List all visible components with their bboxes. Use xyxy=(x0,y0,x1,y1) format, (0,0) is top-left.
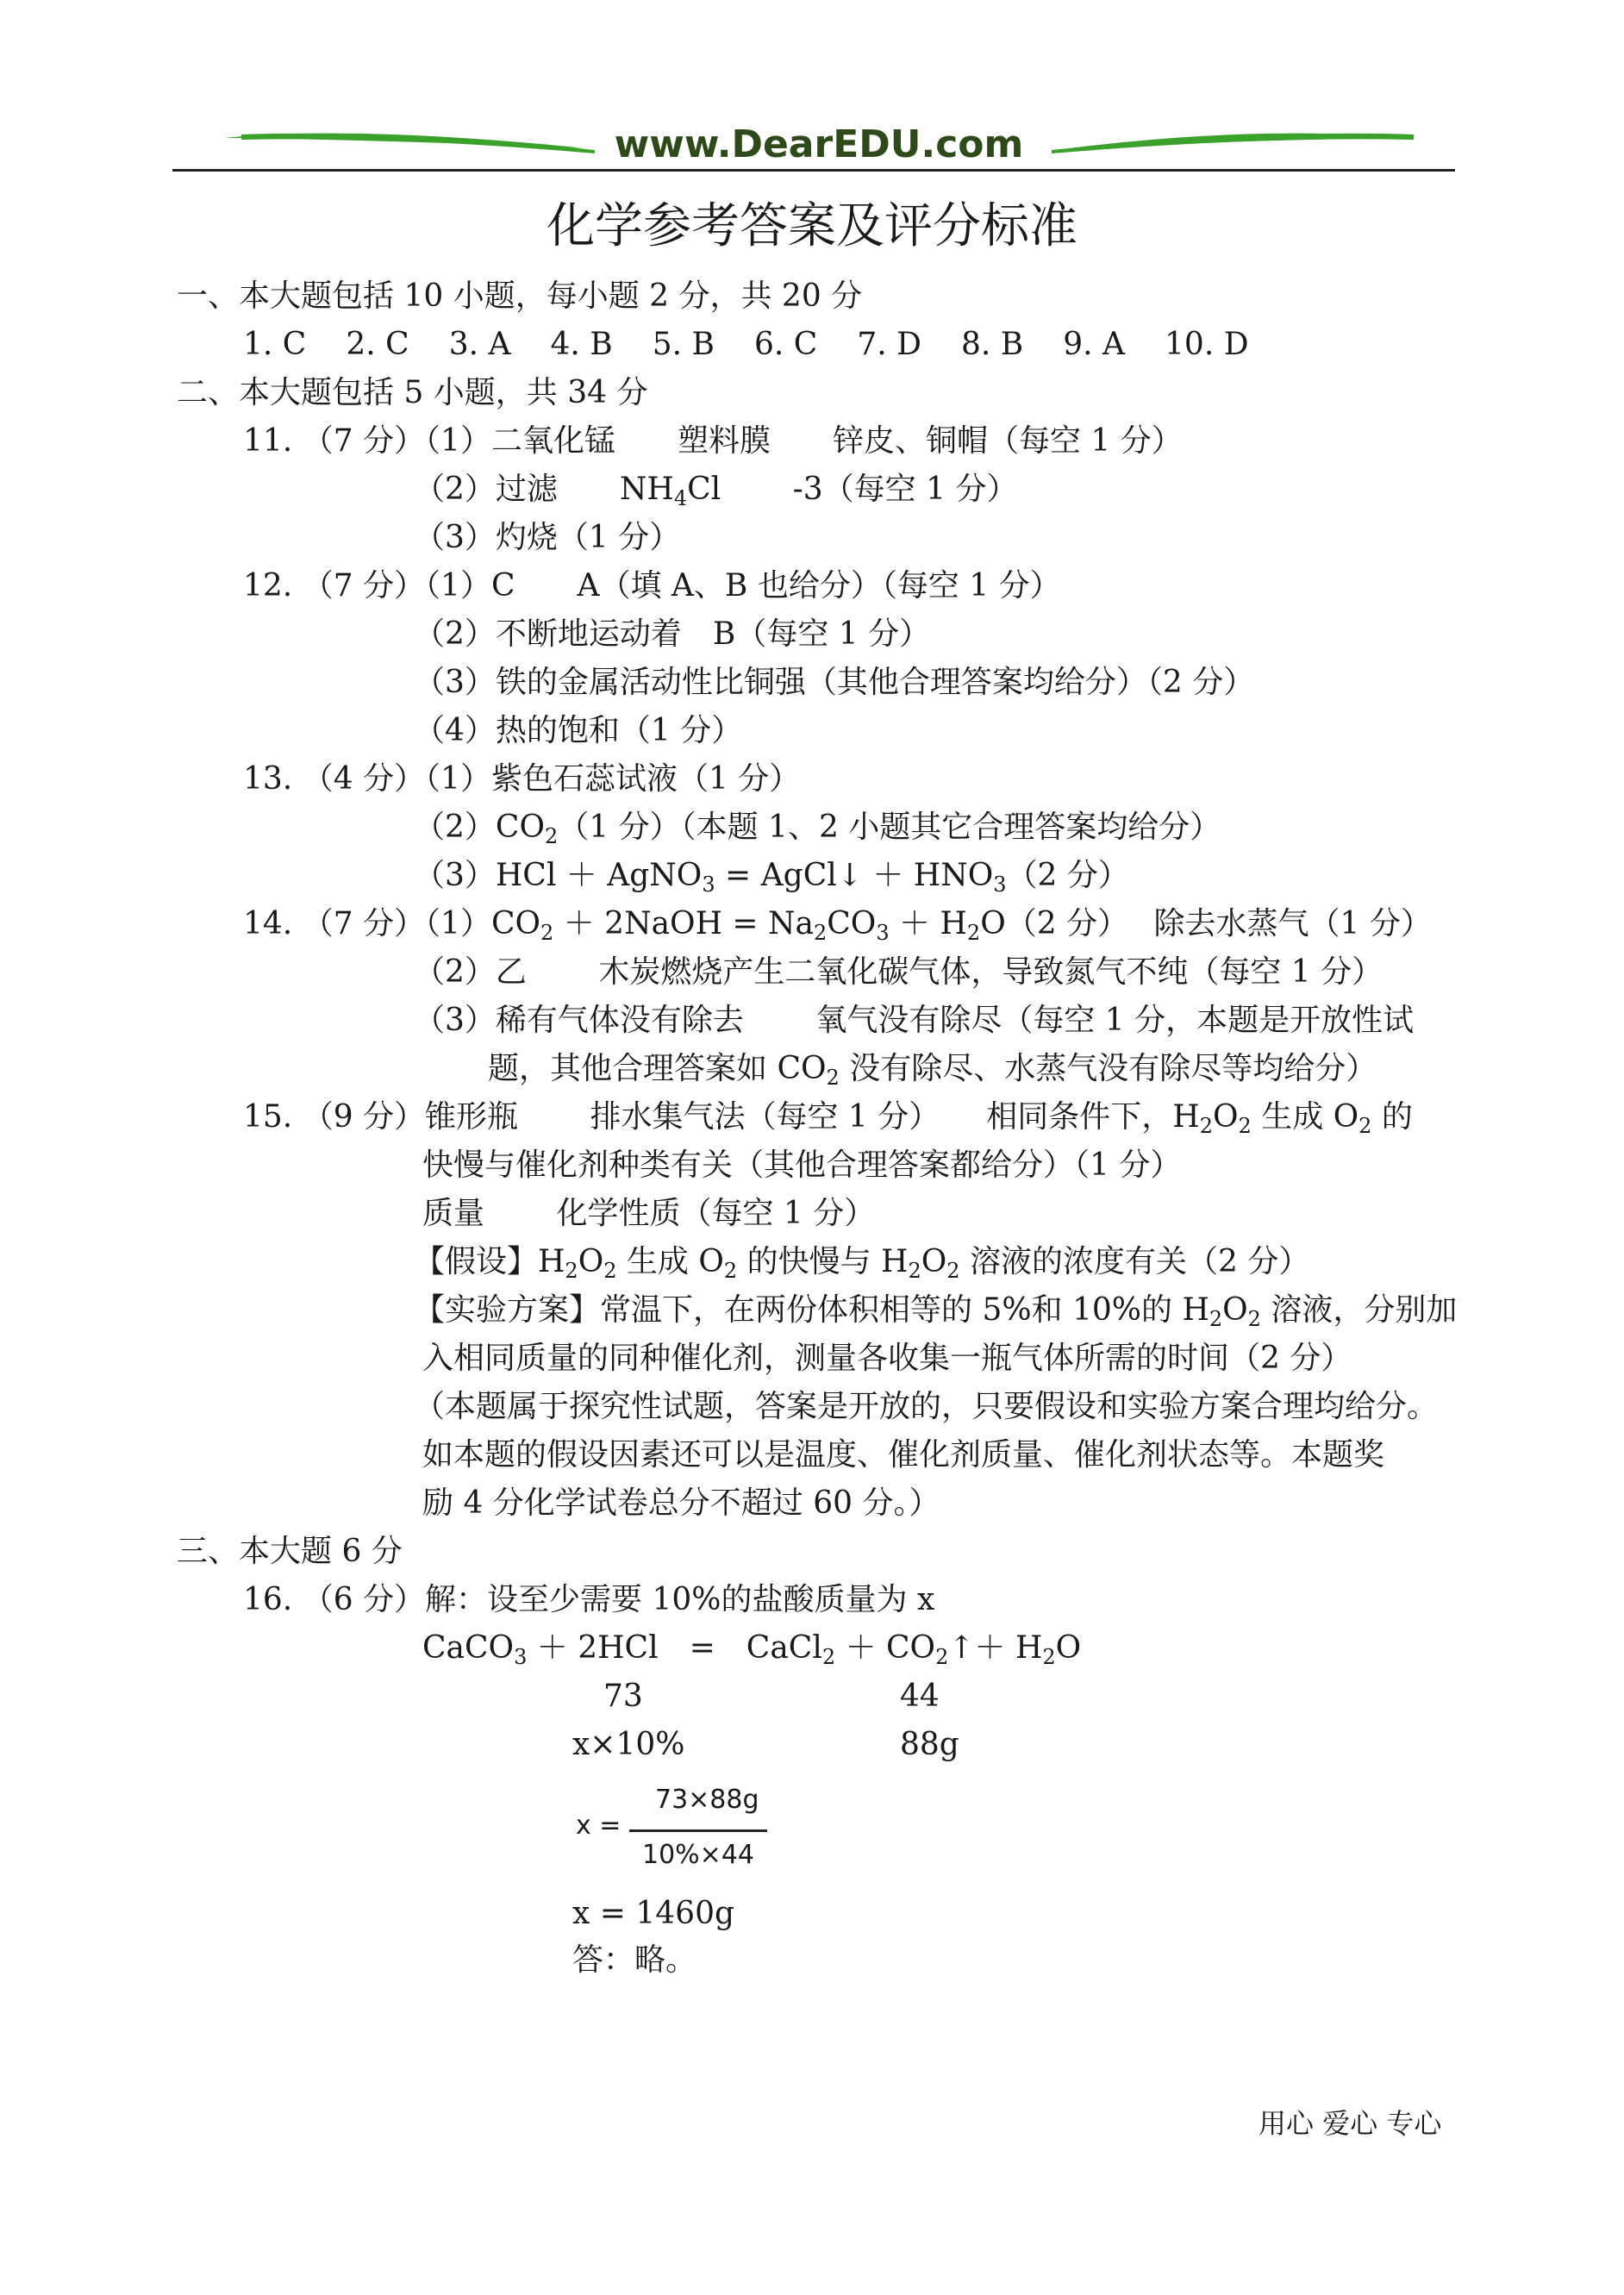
q15-line4: 【假设】$H_2O_2$ 生成 $O_2$ 的快慢与 $H_2O_2$ 溶液的浓度有关（2 分） xyxy=(414,1244,1310,1283)
q13-line3: （3）HCl ＋ AgNO$_3$ = AgCl↓ ＋ $HNO_3(2$ 分） xyxy=(414,858,1129,897)
q13-line1: 13. （4 分）（1）紫色石蕊试液（1 分） xyxy=(243,761,801,797)
q15-line3: 质量 化学性质（每空 1 分） xyxy=(422,1196,876,1231)
q14-line1: 14. （7 分）$(1)CO_2$ ＋ 2NaOH = $Na_2CO_3 + H_2O(2$ 分） 除去水蒸气（1 分） xyxy=(243,906,1432,945)
header-rule xyxy=(172,169,1455,172)
q12-line3: （3）铁的金属活动性比铜强（其他合理答案均给分）（2 分） xyxy=(414,665,1255,700)
q15-line6: 入相同质量的同种催化剂，测量各收集一瓶气体所需的时间（2 分） xyxy=(422,1341,1352,1376)
q12-line1: 12. （7 分）（1）C A（填 A、B 也给分）（每空 1 分） xyxy=(243,568,1061,603)
section2-heading: 二、本大题包括 5 小题，共 34 分 xyxy=(177,375,648,410)
q14-line2: （2）乙 木炭燃烧产生二氧化碳气体，导致氮气不纯（每空 1 分） xyxy=(414,954,1384,990)
footer-motto: 用心 爱心 专心 xyxy=(1259,2107,1442,2140)
header-logo xyxy=(224,121,1414,172)
answer-item: 3. A xyxy=(448,327,511,362)
q13-line2: $(2)CO_2(1$ 分）（本题 1、2 小题其它合理答案均给分） xyxy=(414,810,1221,848)
section3-heading: 三、本大题 6 分 xyxy=(177,1534,403,1569)
answer-item: 6. C xyxy=(753,327,818,362)
q15-line1: 15. （9 分）锥形瓶 排水集气法（每空 1 分） 相同条件下，$H_2O_2$ 生成 $O_2$ 的 xyxy=(243,1099,1413,1138)
q16-result: x = 1460g xyxy=(572,1896,735,1931)
section1-heading: 一、本大题包括 10 小题，每小题 2 分，共 20 分 xyxy=(177,278,863,314)
answer-item: 5. B xyxy=(652,327,715,362)
q16-line1: 16. （6 分）解：设至少需要 10%的盐酸质量为 x xyxy=(243,1582,935,1617)
q15-line7: （本题属于探究性试题，答案是开放的，只要假设和实验方案合理均给分。 xyxy=(414,1389,1439,1424)
q12-line2: （2）不断地运动着 B（每空 1 分） xyxy=(414,616,931,652)
q16-equation: CaCO$_3$ ＋ 2HCl = CaCl$_2$ ＋ $CO_2↑+ H_2O$ xyxy=(422,1630,1082,1669)
q16-value-x: x×10% xyxy=(572,1727,685,1762)
answer-item: 9. A xyxy=(1063,327,1126,362)
q16-fraction-lhs: x = xyxy=(576,1810,621,1841)
q15-line9: 励 4 分化学试卷总分不超过 60 分。） xyxy=(422,1485,940,1521)
answer-item: 7. D xyxy=(857,327,921,362)
q16-molar-44: 44 xyxy=(900,1679,940,1714)
q12-line4: （4）热的饱和（1 分） xyxy=(414,713,743,748)
answer-item: 10. D xyxy=(1165,327,1249,362)
q11-line1: 11. （7 分）（1）二氧化锰 塑料膜 锌皮、铜帽（每空 1 分） xyxy=(243,423,1183,459)
q14-line3: （3）稀有气体没有除去 氧气没有除尽（每空 1 分，本题是开放性试 xyxy=(414,1003,1415,1038)
q11-line3: （3）灼烧（1 分） xyxy=(414,520,681,555)
q11-line2: （2）过滤 $NH_4Cl$ -3（每空 1 分） xyxy=(414,472,1018,510)
q14-line4: 题，其他合理答案如 $CO_2$ 没有除尽、水蒸气没有除尽等均给分） xyxy=(488,1051,1377,1090)
page-title: 化学参考答案及评分标准 xyxy=(547,198,1077,254)
q16-fraction-numerator: 73×88g xyxy=(655,1785,759,1815)
q16-value-88g: 88g xyxy=(900,1727,959,1762)
answer-item: 4. B xyxy=(550,327,613,362)
q16-fraction-denominator: 10%×44 xyxy=(642,1840,754,1870)
answer-item: 8. B xyxy=(960,327,1024,362)
site-logo-text: www.DearEDU.com xyxy=(614,122,1024,166)
q16-fraction-bar xyxy=(629,1829,767,1832)
answer-item: 1. C xyxy=(243,327,307,362)
q16-answer: 答：略。 xyxy=(572,1942,697,1978)
q15-line8: 如本题的假设因素还可以是温度、催化剂质量、催化剂状态等。本题奖 xyxy=(422,1437,1385,1473)
q15-line5: 【实验方案】常温下，在两份体积相等的 5%和 10%的 $H_2O_2$ 溶液，分别加 xyxy=(414,1292,1458,1331)
answer-item: 2. C xyxy=(346,327,409,362)
q16-molar-73: 73 xyxy=(603,1679,643,1714)
q15-line2: 快慢与催化剂种类有关（其他合理答案都给分）（1 分） xyxy=(422,1148,1182,1183)
section1-answers xyxy=(243,324,1289,366)
